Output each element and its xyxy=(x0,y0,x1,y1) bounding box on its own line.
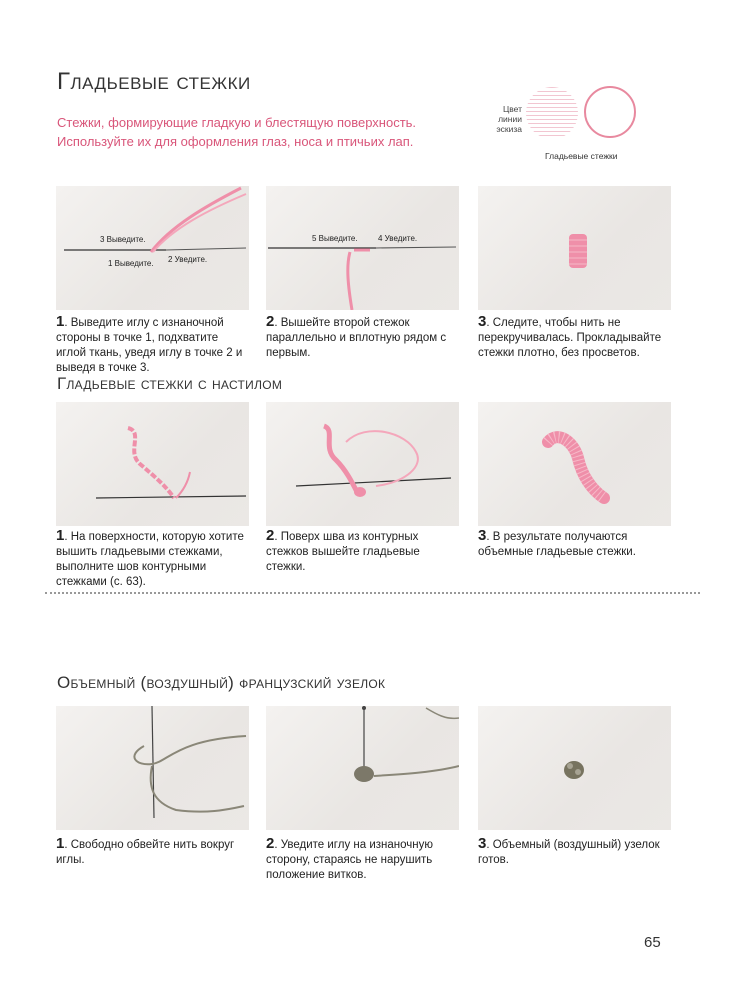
satin-over-outline-image xyxy=(266,402,459,526)
needle-through-knot-image xyxy=(266,706,459,830)
step-text: . Свободно обвейте нить вокруг иглы. xyxy=(56,839,235,866)
step-text: . В результате получаются объемные гладьевые стежки. xyxy=(478,531,636,558)
step-caption xyxy=(266,314,461,361)
label-5-out: 5 Выведите. xyxy=(312,234,358,243)
photo-satin-step-2 xyxy=(266,186,459,310)
step-text: . Уведите иглу на изнаночную сторону, стараясь не нарушить положение витков. xyxy=(266,839,433,881)
page-subtitle xyxy=(57,113,457,151)
label-2-in: 2 Уведите. xyxy=(168,255,208,264)
satin-stitch-circle xyxy=(584,86,636,138)
step-number: 2 xyxy=(266,313,275,330)
step-number: 1 xyxy=(56,527,65,544)
step-number: 2 xyxy=(266,527,275,544)
step-number: 1 xyxy=(56,835,65,852)
step-number: 2 xyxy=(266,835,275,852)
step-caption xyxy=(478,836,673,868)
step-text: . Следите, чтобы нить не перекручивалась. Прокладывайте стежки плотно, без просветов. xyxy=(478,317,662,359)
wrapped-needle-image xyxy=(56,706,249,830)
step-text: . Поверх шва из контурных стежков вышейте гладьевые стежки. xyxy=(266,531,420,573)
step-text: . Выведите иглу с изнаночной стороны в точке 1, подхватите иглой ткань, уведя иглу в точке 2 и выведя в точке 3. xyxy=(56,317,243,374)
photo-satin-step-1 xyxy=(56,186,249,310)
label-3-out: 3 Выведите. xyxy=(100,235,146,244)
legend-caption: Гладьевые стежки xyxy=(545,151,618,161)
step-text: . На поверхности, которую хотите вышить гладьевыми стежками, выполните шов контурными стежками (с. 63). xyxy=(56,531,244,588)
label-1-out: 1 Выведите. xyxy=(108,259,154,268)
section-title-french-knot: Объемный (воздушный) французский узелок xyxy=(57,673,386,692)
step-text: . Вышейте второй стежок параллельно и вплотную рядом с первым. xyxy=(266,317,447,359)
step-caption xyxy=(266,528,461,575)
step-caption xyxy=(478,314,673,361)
subtitle-line-2: Используйте их для оформления глаз, носа и птичьих лап. xyxy=(57,134,414,149)
step-number: 1 xyxy=(56,313,65,330)
step-caption xyxy=(56,836,251,868)
step-text: . Объемный (воздушный) узелок готов. xyxy=(478,839,660,866)
needle-thread-image xyxy=(56,186,249,310)
section-title-padded-satin: Гладьевые стежки с настилом xyxy=(57,374,283,393)
photo-knot-step-3 xyxy=(478,706,671,830)
photo-satin-step-3 xyxy=(478,186,671,310)
step-number: 3 xyxy=(478,313,487,330)
section-divider xyxy=(45,592,700,594)
label-4-in: 4 Уведите. xyxy=(378,234,418,243)
step-number: 3 xyxy=(478,835,487,852)
page-title: Гладьевые стежки xyxy=(57,68,251,95)
needle-thread-image xyxy=(266,186,459,310)
step-number: 3 xyxy=(478,527,487,544)
step-caption xyxy=(56,528,251,590)
outline-stitch-image xyxy=(56,402,249,526)
step-caption xyxy=(56,314,251,376)
legend-label xyxy=(470,104,522,134)
sketch-line-circle xyxy=(526,87,578,139)
subtitle-line-1: Стежки, формирующие гладкую и блестящую поверхность. xyxy=(57,115,417,130)
photo-knot-step-1 xyxy=(56,706,249,830)
finished-knot-image xyxy=(478,706,671,830)
photo-padded-step-1 xyxy=(56,402,249,526)
photo-padded-step-3 xyxy=(478,402,671,526)
step-caption xyxy=(266,836,461,883)
legend-label-line-1: Цвет xyxy=(502,104,522,114)
page-number: 65 xyxy=(644,934,661,951)
satin-result-image xyxy=(478,186,671,310)
padded-satin-result-image xyxy=(478,402,671,526)
photo-padded-step-2 xyxy=(266,402,459,526)
photo-knot-step-2 xyxy=(266,706,459,830)
step-caption xyxy=(478,528,673,560)
legend-label-line-3: эскиза xyxy=(496,124,522,134)
legend-label-line-2: линии xyxy=(498,114,522,124)
